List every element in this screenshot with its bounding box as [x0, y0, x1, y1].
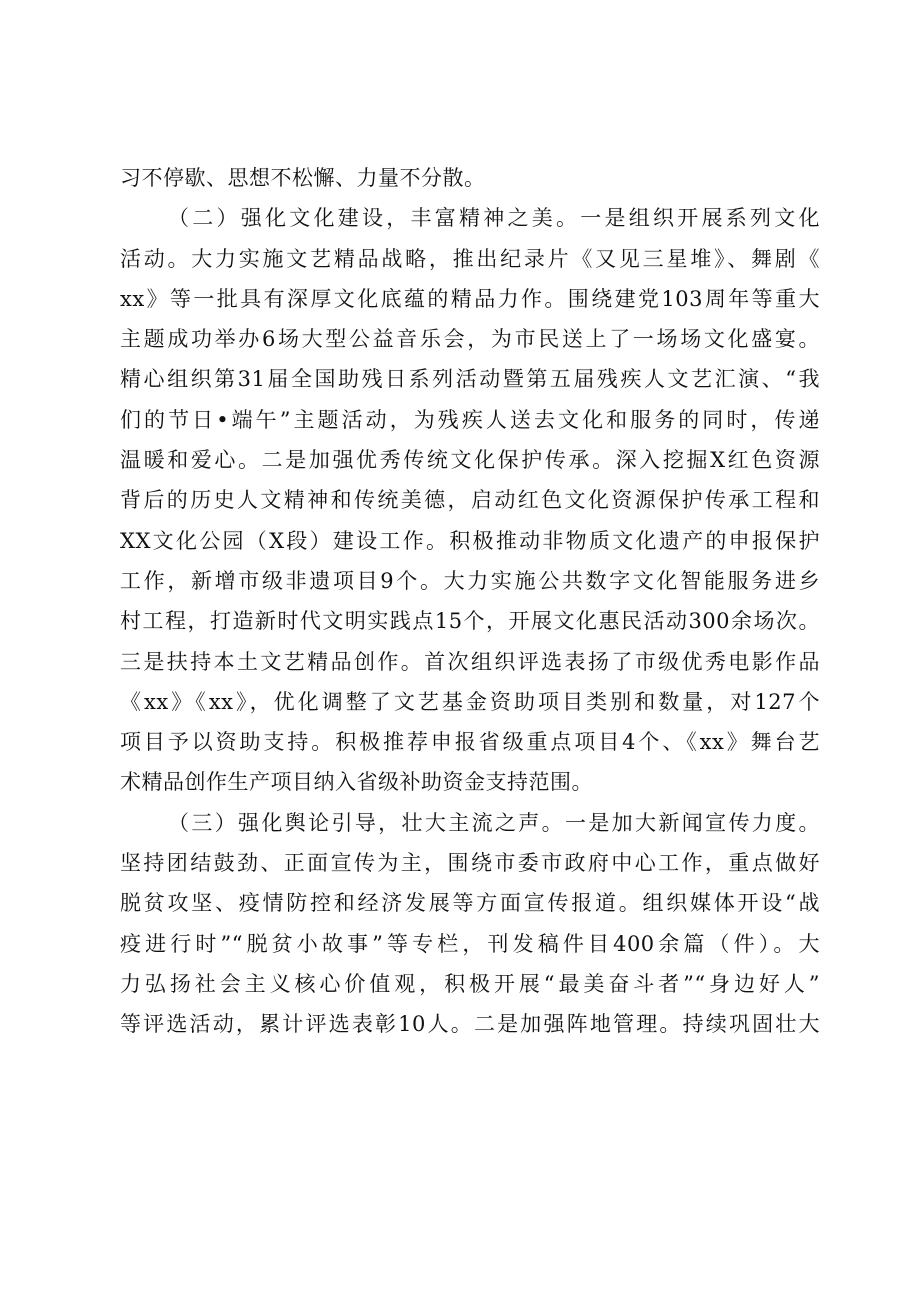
text-line: 疫进行时”“脱贫小故事”等专栏，刊发稿件目400余篇（件）。大: [120, 931, 820, 956]
text-line: 脱贫攻坚、疫情防控和经济发展等方面宣传报道。组织媒体开设“战: [120, 891, 820, 916]
text-line: 主题成功举办6场大型公益音乐会，为市民送上了一场场文化盛宴。: [120, 327, 820, 352]
text-line: 力弘扬社会主义核心价值观，积极开展“最美奋斗者”“身边好人”: [120, 971, 820, 996]
text-line: 习不停歇、思想不松懈、力量不分散。: [120, 166, 486, 190]
text-line: 项目予以资助支持。积极推荐申报省级重点项目4个、《xx》舞台艺: [120, 730, 820, 755]
text-line: 背后的历史人文精神和传统美德，启动红色文化资源保护传承工程和: [120, 488, 820, 513]
text-line: 术精品创作生产项目纳入省级补助资金支持范围。: [120, 770, 593, 795]
text-line: 活动。大力实施文艺精品战略，推出纪录片《又见三星堆》、舞剧《: [120, 246, 820, 271]
section-heading-line: （二）强化文化建设，丰富精神之美。一是组织开展系列文化: [168, 206, 820, 231]
text-line: 工作，新增市级非遗项目9个。大力实施公共数字文化智能服务进乡: [120, 568, 820, 593]
text-line: 村工程，打造新时代文明实践点15个，开展文化惠民活动300余场次。: [120, 609, 820, 634]
text-line: 们的节日•端午”主题活动，为残疾人送去文化和服务的同时，传递: [120, 407, 820, 432]
text-line: 温暖和爱心。二是加强优秀传统文化保护传承。深入挖掘X红色资源: [120, 448, 820, 473]
section-heading-line: （三）强化舆论引导，壮大主流之声。一是加大新闻宣传力度。: [168, 810, 820, 835]
text-line: 坚持团结鼓劲、正面宣传为主，围绕市委市政府中心工作，重点做好: [120, 851, 820, 876]
text-line: 三是扶持本土文艺精品创作。首次组织评选表扬了市级优秀电影作品: [120, 649, 820, 674]
document-body: [120, 158, 820, 1045]
text-line: XX文化公园（X段）建设工作。积极推动非物质文化遗产的申报保护: [120, 528, 820, 553]
text-line: 精心组织第31届全国助残日系列活动暨第五届残疾人文艺汇演、“我: [120, 367, 820, 392]
text-line: 等评选活动，累计评选表彰10人。二是加强阵地管理。持续巩固壮大: [120, 1012, 820, 1037]
text-line: 《xx》《xx》，优化调整了文艺基金资助项目类别和数量，对127个: [120, 689, 821, 714]
text-line: xx》等一批具有深厚文化底蕴的精品力作。围绕建党103周年等重大: [120, 286, 820, 311]
